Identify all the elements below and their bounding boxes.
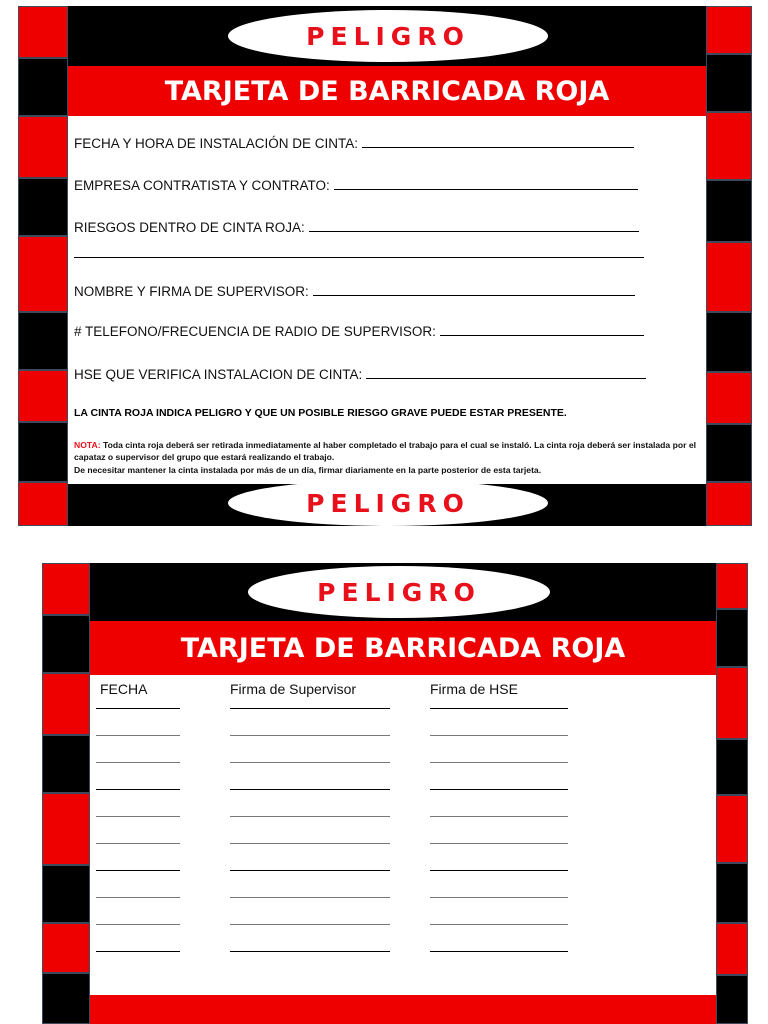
note-text (74, 439, 704, 476)
checker-square (716, 795, 748, 863)
peligro-badge-top: PELIGRO (248, 566, 550, 618)
card-title: TARJETA DE BARRICADA ROJA (164, 75, 610, 107)
signature-line (230, 789, 390, 790)
barricade-card-back (42, 563, 748, 1024)
checker-square (18, 178, 68, 236)
signature-line (96, 870, 180, 871)
checker-square (18, 6, 68, 58)
field-contractor (74, 178, 638, 193)
signature-line (230, 735, 390, 736)
checker-square (706, 482, 752, 526)
checker-square (706, 180, 752, 242)
signature-line (430, 708, 568, 709)
checker-square (18, 58, 68, 116)
checker-square (42, 923, 90, 973)
checker-square (18, 312, 68, 370)
checker-square (706, 6, 752, 54)
title-band (68, 66, 706, 116)
signature-line (96, 762, 180, 763)
checker-square (42, 615, 90, 673)
warning-text: LA CINTA ROJA INDICA PELIGRO Y QUE UN POSIBLE RIESGO GRAVE PUEDE ESTAR PRESENTE. (74, 407, 567, 419)
checker-square (42, 673, 90, 735)
checker-square (706, 112, 752, 180)
peligro-badge-bottom: PELIGRO (228, 480, 548, 526)
field-hse (74, 367, 646, 382)
column-header-hse: Firma de HSE (430, 681, 518, 697)
checker-square (716, 923, 748, 975)
field-supervisor (74, 284, 635, 299)
field-label: FECHA Y HORA DE INSTALACIÓN DE CINTA: (74, 136, 359, 151)
field-phone-radio (74, 324, 644, 339)
peligro-badge-top: PELIGRO (228, 10, 548, 62)
signature-line (230, 762, 390, 763)
signature-area (90, 675, 716, 995)
note-body-2: De necesitar mantener la cinta instalada por más de un día, firmar diariamente en la parte posterior de esta tarjeta. (74, 464, 542, 475)
fill-line (362, 147, 634, 148)
checker-square (18, 370, 68, 422)
checker-square (716, 667, 748, 739)
fill-line (334, 189, 638, 190)
field-install-date (74, 136, 634, 151)
checker-square (18, 482, 68, 526)
checker-square (706, 312, 752, 372)
field-label: # TELEFONO/FRECUENCIA DE RADIO DE SUPERVISOR: (74, 324, 436, 339)
checker-square (716, 863, 748, 923)
note-label: NOTA: (74, 440, 101, 450)
note-body: Toda cinta roja deberá ser retirada inmediatamente al haber completado el trabajo para el cual se instaló. La cinta roja deberá ser instalada por el capataz o supervisor del grupo que estará realizando el trabajo. (74, 440, 696, 463)
signature-line (430, 816, 568, 817)
bottom-band (90, 995, 716, 1024)
checker-square (42, 793, 90, 865)
fill-line (440, 335, 644, 336)
field-risks (74, 220, 639, 235)
checker-square (42, 563, 90, 615)
signature-line (96, 735, 180, 736)
signature-line (230, 843, 390, 844)
signature-line (96, 843, 180, 844)
checker-square (716, 739, 748, 795)
signature-line (96, 897, 180, 898)
column-header-supervisor: Firma de Supervisor (230, 681, 357, 697)
signature-line (230, 708, 390, 709)
fill-line (366, 378, 646, 379)
field-label: NOMBRE Y FIRMA DE SUPERVISOR: (74, 284, 309, 299)
checker-square (42, 865, 90, 923)
checker-square (42, 735, 90, 793)
signature-line (230, 870, 390, 871)
signature-line (430, 735, 568, 736)
fill-line (313, 295, 635, 296)
signature-line (430, 951, 568, 952)
signature-line (430, 789, 568, 790)
checker-square (716, 975, 748, 1024)
signature-line (230, 897, 390, 898)
signature-line (230, 924, 390, 925)
checker-square (706, 54, 752, 112)
signature-line (96, 708, 180, 709)
title-band (90, 621, 716, 675)
signature-line (230, 951, 390, 952)
fill-line (74, 257, 644, 258)
column-header-date: FECHA (100, 681, 148, 697)
checker-square (716, 563, 748, 609)
checker-square (18, 236, 68, 312)
signature-line (96, 924, 180, 925)
checker-square (706, 372, 752, 424)
signature-line (96, 951, 180, 952)
barricade-card-front (18, 6, 752, 526)
signature-line (430, 843, 568, 844)
field-label: EMPRESA CONTRATISTA Y CONTRATO: (74, 178, 330, 193)
fill-line (309, 231, 639, 232)
checker-square (716, 609, 748, 667)
field-label: HSE QUE VERIFICA INSTALACION DE CINTA: (74, 367, 363, 382)
checker-square (42, 973, 90, 1024)
checker-square (18, 422, 68, 482)
checker-square (706, 242, 752, 312)
field-label: RIESGOS DENTRO DE CINTA ROJA: (74, 220, 305, 235)
card-title: TARJETA DE BARRICADA ROJA (180, 632, 626, 664)
signature-line (430, 762, 568, 763)
signature-line (96, 789, 180, 790)
signature-line (430, 924, 568, 925)
signature-line (96, 816, 180, 817)
signature-line (430, 870, 568, 871)
signature-line (230, 816, 390, 817)
checker-square (18, 116, 68, 178)
signature-line (430, 897, 568, 898)
form-area (68, 116, 706, 484)
checker-square (706, 424, 752, 482)
